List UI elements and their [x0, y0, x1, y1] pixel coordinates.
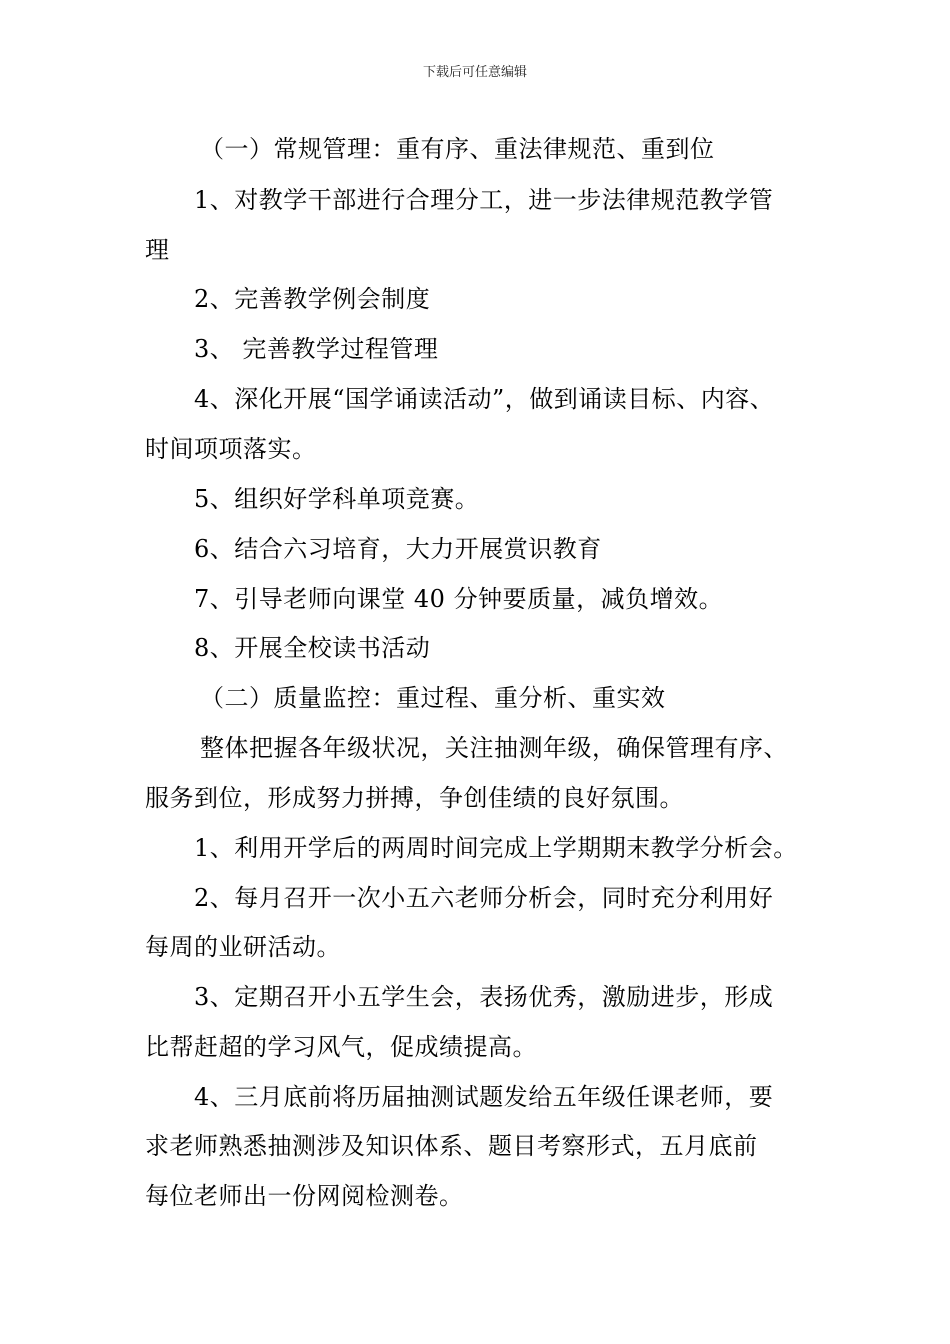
paragraph-line: 1、对教学干部进行合理分工，进一步法律规范教学管 [194, 186, 774, 214]
paragraph-line: 整体把握各年级状况，关注抽测年级，确保管理有序、 [200, 734, 788, 762]
paragraph-line: 3、定期召开小五学生会，表扬优秀，激励进步，形成 [194, 983, 774, 1011]
paragraph-line: 服务到位，形成努力拼搏，争创佳绩的良好氛围。 [145, 784, 684, 812]
paragraph-line: 1、利用开学后的两周时间完成上学期期末教学分析会。 [194, 834, 798, 862]
paragraph-line: 每周的业研活动。 [145, 933, 341, 961]
paragraph-line: 7、引导老师向课堂 40 分钟要质量，减负增效。 [194, 585, 724, 613]
paragraph-line: 每位老师出一份网阅检测卷。 [145, 1182, 464, 1210]
paragraph-line: 理 [145, 236, 170, 264]
paragraph-line: 5、组织好学科单项竞赛。 [194, 485, 480, 513]
paragraph-line: 4、深化开展“国学诵读活动”，做到诵读目标、内容、 [194, 385, 775, 413]
paragraph-line: 时间项项落实。 [145, 435, 317, 463]
paragraph-line: 求老师熟悉抽测涉及知识体系、题目考察形式，五月底前 [145, 1132, 758, 1160]
paragraph-line: 2、完善教学例会制度 [194, 285, 431, 313]
paragraph-line: 2、每月召开一次小五六老师分析会，同时充分利用好 [194, 884, 774, 912]
paragraph-line: 4、三月底前将历届抽测试题发给五年级任课老师，要 [194, 1083, 774, 1111]
paragraph-line: 3、 完善教学过程管理 [194, 335, 439, 363]
paragraph-line: 比帮赶超的学习风气，促成绩提高。 [145, 1033, 537, 1061]
page-header-note: 下载后可任意编辑 [422, 65, 527, 80]
section-heading-routine-management: （一）常规管理：重有序、重法律规范、重到位 [200, 135, 715, 163]
section-heading-quality-monitoring: （二）质量监控：重过程、重分析、重实效 [200, 684, 666, 712]
paragraph-line: 8、开展全校读书活动 [194, 634, 431, 662]
paragraph-line: 6、结合六习培育，大力开展赏识教育 [194, 535, 602, 563]
